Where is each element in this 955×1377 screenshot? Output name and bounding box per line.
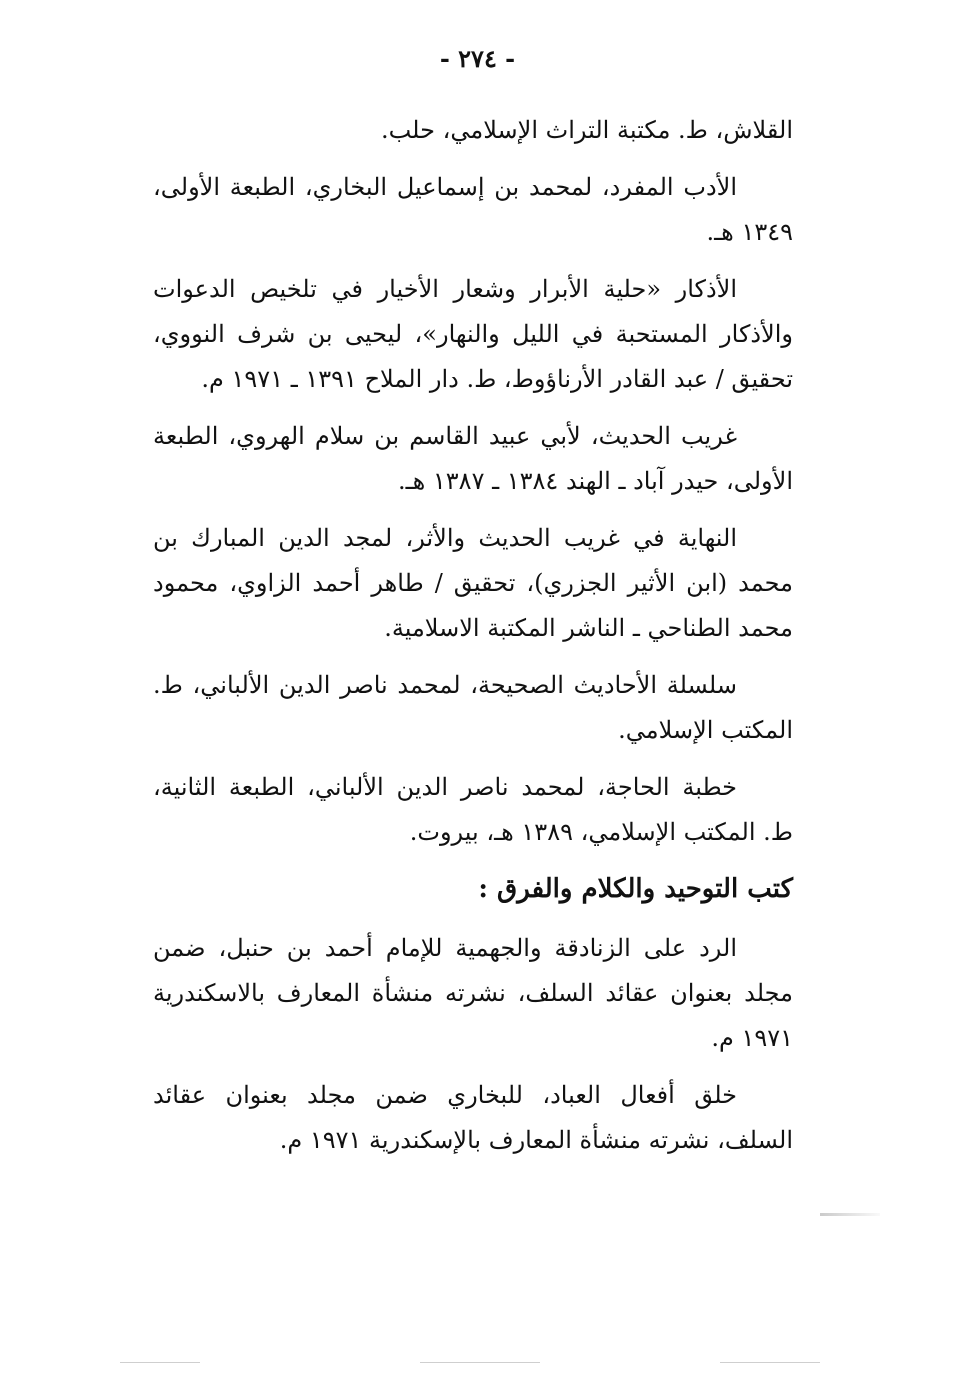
- page-number: - ٢٧٤ -: [439, 44, 516, 73]
- bibliography-entry: الرد على الزنادقة والجهمية للإمام أحمد بن حنبل، ضمن مجلد بعنوان عقائد السلف، نشرته منشأة المعارف بالاسكندرية ١٩٧١ م.: [153, 934, 793, 1052]
- bibliography-entry: خطبة الحاجة، لمحمد ناصر الدين الألباني، الطبعة الثانية، ط. المكتب الإسلامي، ١٣٨٩ هـ، بيروت.: [153, 773, 793, 846]
- bibliography-text: [153, 108, 793, 1175]
- section-heading: كتب التوحيد والكلام والفرق :: [478, 874, 793, 904]
- scan-smudge: [820, 1213, 880, 1216]
- bibliography-entry: القلاش، ط. مكتبة التراث الإسلامي، حلب.: [380, 116, 793, 144]
- bibliography-entry: الأذكار «حلية الأبرار وشعار الأخيار في تلخيص الدعوات والأذكار المستحبة في الليل والنهار»، ليحيى بن شرف النووي، تحقيق / عبد القادر الأرناؤوط، ط. دار الملاح ١٣٩١ ـ ١٩٧١ م.: [153, 275, 793, 393]
- scan-artifact-line: [420, 1362, 540, 1363]
- bibliography-entry: سلسلة الأحاديث الصحيحة، لمحمد ناصر الدين الألباني، ط. المكتب الإسلامي.: [153, 671, 793, 744]
- bibliography-entry: خلق أفعال العباد، للبخاري ضمن مجلد بعنوان عقائد السلف، نشرته منشأة المعارف بالإسكندرية ١٩٧١ م.: [153, 1081, 793, 1154]
- bibliography-entry: النهاية في غريب الحديث والأثر، لمجد الدين المبارك بن محمد (ابن الأثير الجزري)، تحقيق / طاهر أحمد الزاوي، محمود محمد الطناحي ـ الناشر المكتبة الاسلامية.: [153, 524, 793, 642]
- scan-artifact-line: [120, 1362, 200, 1363]
- bibliography-entry: الأدب المفرد، لمحمد بن إسماعيل البخاري، الطبعة الأولى، ١٣٤٩ هـ.: [153, 173, 793, 246]
- bibliography-entry: غريب الحديث، لأبي عبيد القاسم بن سلام الهروي، الطبعة الأولى، حيدر آباد ـ الهند ١٣٨٤ ـ ١٣٨٧ هـ.: [153, 422, 793, 495]
- scan-artifact-line: [720, 1362, 820, 1363]
